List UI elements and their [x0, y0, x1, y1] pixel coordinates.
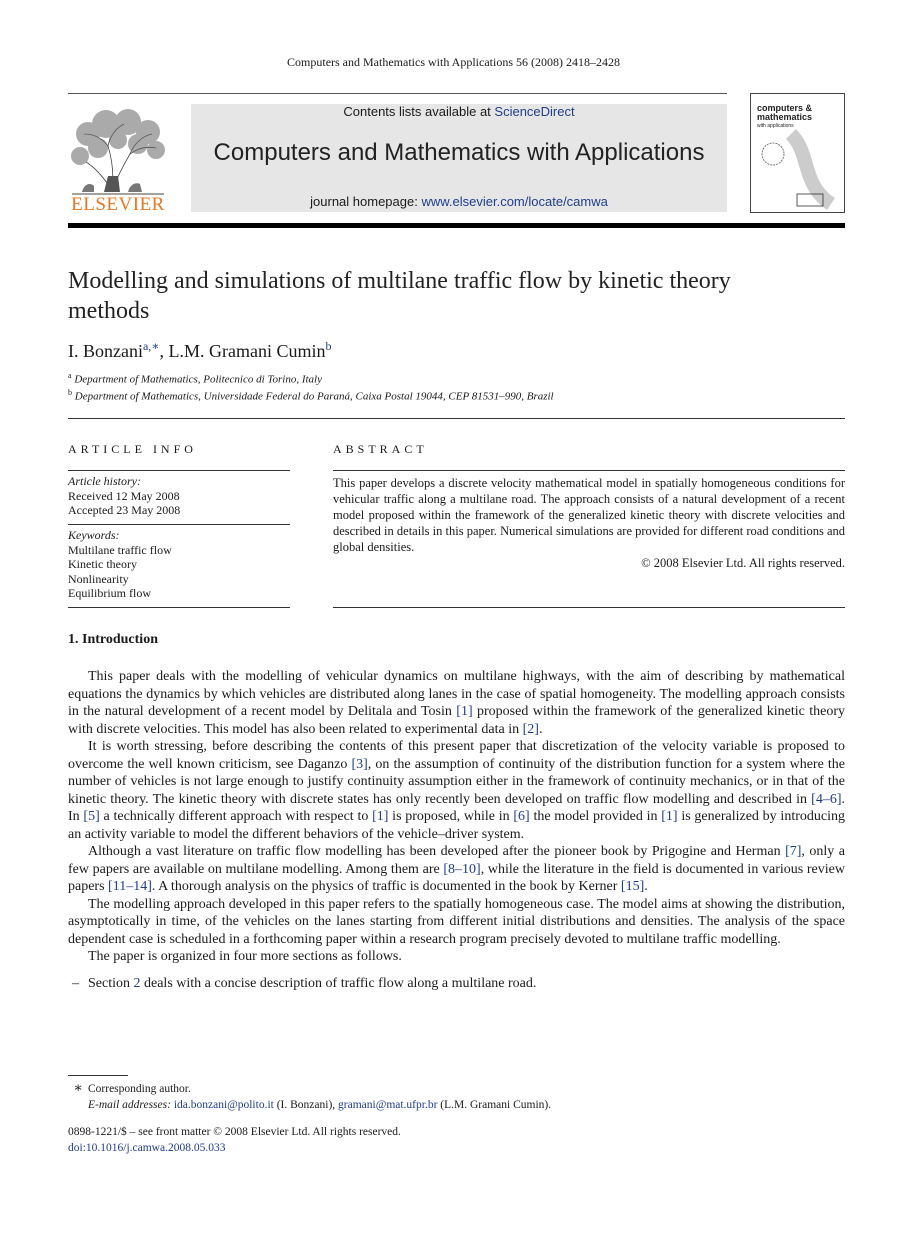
- paragraph: The paper is organized in four more sections as follows.: [88, 949, 402, 964]
- citation-link[interactable]: [11–14]: [108, 879, 152, 894]
- citation-link[interactable]: [15]: [620, 879, 645, 894]
- citation-link[interactable]: [4–6]: [811, 791, 842, 807]
- affil-a-text: Department of Mathematics, Politecnico di Torino, Italy: [74, 373, 322, 386]
- text-run: .: [644, 879, 648, 894]
- text-run: It is worth stressing, before describing the contents of this present paper that discretization of the velocity variable is proposed to overcome the well known criticism, see Daganzo: [68, 739, 845, 772]
- corresponding-author-note: Corresponding author.: [88, 1083, 191, 1095]
- article-info-rule-bottom: [68, 607, 290, 608]
- article-title: Modelling and simulations of multilane traffic flow by kinetic theory methods: [68, 268, 731, 324]
- text-run: a technically different approach with respect to: [99, 809, 373, 824]
- header-divider: [68, 418, 845, 419]
- affil-a-mark: a: [68, 371, 72, 380]
- doi-link[interactable]: doi:10.1016/j.camwa.2008.05.033: [68, 1141, 226, 1154]
- text-run: is generalized by introducing an activity variable to model the different behaviors of the vehicle–driver system.: [68, 809, 845, 842]
- text-run: , on the assumption of continuity of the distribution function for a system where the number of vehicles is not large enough to justify continuity assumption either in the framework of continuity mechanics, or in that of the kinetic theory. The kinetic theory with discrete states has only recently been developed on traffic flow modelling and described in: [68, 756, 846, 807]
- abstract-label: ABSTRACT: [333, 442, 428, 456]
- citation-link[interactable]: [1]: [661, 809, 678, 824]
- homepage-prefix: journal homepage:: [310, 194, 422, 209]
- citation-link[interactable]: [1]: [456, 704, 473, 719]
- contents-prefix: Contents lists available at: [343, 104, 495, 119]
- citation-link[interactable]: [6]: [513, 809, 530, 824]
- text-run: Section: [88, 975, 134, 991]
- cover-title-line-1: computers &: [757, 103, 813, 113]
- homepage-link[interactable]: www.elsevier.com/locate/camwa: [421, 194, 608, 209]
- keyword: Multilane traffic flow: [68, 542, 172, 557]
- masthead-bottom-rule: [68, 223, 845, 228]
- contents-line: [191, 104, 727, 119]
- keyword: Nonlinearity: [68, 571, 129, 586]
- history-label: Article history:: [68, 474, 141, 488]
- keyword: Kinetic theory: [68, 557, 137, 571]
- keyword: Equilibrium flow: [68, 586, 151, 600]
- elsevier-wordmark: ELSEVIER: [71, 194, 165, 215]
- citation-link[interactable]: [3]: [351, 756, 368, 772]
- citation-link[interactable]: [1]: [372, 809, 389, 824]
- text-run: , only a few papers are available on multilane modelling. Among them are: [68, 844, 845, 877]
- abstract-rule-bottom: [333, 607, 845, 608]
- text-run: .: [538, 721, 543, 737]
- footnote-mark: ∗: [73, 1081, 83, 1096]
- article-info-rule-mid: [68, 524, 290, 525]
- journal-cover-thumbnail[interactable]: [750, 93, 845, 213]
- affiliation-b: [68, 388, 554, 403]
- section-link[interactable]: 2: [133, 975, 141, 991]
- text-run: the model provided in: [529, 809, 662, 824]
- body-text: [68, 668, 845, 992]
- footnote: [68, 1081, 768, 1113]
- author-2: L.M. Gramani Cumin: [168, 341, 326, 361]
- text-run: . A thorough analysis on the physics of traffic is documented in the book by Kerner: [151, 879, 621, 894]
- abstract-text: This paper develops a discrete velocity mathematical model in spatially homogeneous conditions for vehicular traffic along a multilane road. The approach consists of a natural development of a recent model proposed within the framework of the generalized kinetic theory with discrete velocities and described in details in this paper. Numerical simulations are provided for different road conditions and global densities.: [333, 476, 845, 554]
- email-label: E-mail addresses:: [88, 1099, 171, 1111]
- running-head: Computers and Mathematics with Applications 56 (2008) 2418–2428: [287, 55, 620, 69]
- cover-title-line-2: mathematics: [757, 112, 813, 122]
- list-dash: –: [72, 975, 79, 991]
- cover-graphic-icon: [751, 94, 844, 212]
- paragraph: The modelling approach developed in this paper refers to the spatially homogeneous case. The model aims at showing the distribution, asymptotically in time, of the vehicles on the lanes starting from different initial distributions and densities. The analysis of the space dependent case is scheduled in a forthcoming paper within a research program precisely devoted to multilane traffic modelling.: [68, 896, 845, 947]
- section-heading-introduction: 1. Introduction: [68, 632, 158, 647]
- affil-b-mark: b: [68, 388, 72, 397]
- paragraph: [68, 738, 845, 843]
- author-1: I. Bonzani: [68, 341, 143, 361]
- abstract-rule-top: [333, 470, 845, 471]
- footnote-rule: [68, 1075, 128, 1076]
- article-info-rule-top: [68, 470, 290, 471]
- citation-link[interactable]: [5]: [83, 809, 100, 824]
- paragraph: [68, 668, 845, 738]
- text-run: . In: [68, 791, 845, 824]
- email-link-2[interactable]: gramani@mat.ufpr.br: [338, 1099, 438, 1111]
- received-date: Received 12 May 2008: [68, 488, 180, 503]
- text-run: proposed within the framework of the generalized kinetic theory with discrete velocities. This model has also been related to experimental data in: [68, 704, 846, 737]
- homepage-line: [191, 194, 727, 209]
- citation-link[interactable]: [7]: [785, 844, 802, 859]
- text-run: This paper deals with the modelling of vehicular dynamics on multilane highways, with the aim of describing by mathematical equations the dynamics by which vehicles are distributed along lanes in the case of spatial homogeneity. The modelling approach consists in the natural development of a recent model by Delitala and Tosin: [68, 669, 845, 719]
- author-1-sup[interactable]: a,∗: [142, 339, 160, 353]
- affil-b-text: Department of Mathematics, Universidade Federal do Paraná, Caixa Postal 19044, CEP 81531–990, Brazil: [74, 390, 554, 403]
- citation-link[interactable]: [8–10]: [443, 861, 481, 877]
- issn-line: 0898-1221/$ – see front matter © 2008 Elsevier Ltd. All rights reserved.: [68, 1126, 401, 1138]
- keywords-block: [68, 528, 172, 601]
- sciencedirect-link[interactable]: ScienceDirect: [494, 104, 575, 119]
- author-2-sup[interactable]: b: [325, 339, 332, 353]
- affiliation-a: [68, 371, 322, 386]
- text-run: , while the literature in the field is documented in various review papers: [68, 861, 845, 894]
- email-owner-1: (I. Bonzani),: [273, 1099, 339, 1111]
- author-line: [68, 339, 331, 362]
- top-rule: [68, 93, 727, 94]
- journal-name: Computers and Mathematics with Applications: [213, 139, 705, 166]
- keywords-label: Keywords:: [68, 528, 120, 542]
- cover-title-line-3: with applications: [757, 123, 794, 129]
- text-run: Although a vast literature on traffic flow modelling has been developed after the pioneer book by Prigogine and Herman: [88, 844, 786, 859]
- paragraph: [68, 843, 845, 896]
- article-history: [68, 474, 180, 518]
- accepted-date: Accepted 23 May 2008: [68, 503, 181, 517]
- issn-block: [68, 1125, 401, 1156]
- list-item: [68, 975, 845, 993]
- article-info-label: ARTICLE INFO: [68, 442, 197, 456]
- email-link-1[interactable]: ida.bonzani@polito.it: [173, 1099, 274, 1111]
- abstract-body: [333, 475, 845, 571]
- email-owner-2: (L.M. Gramani Cumin).: [437, 1099, 552, 1111]
- text-run: deals with a concise description of traffic flow along a multilane road.: [140, 975, 537, 991]
- citation-link[interactable]: [2]: [522, 721, 539, 737]
- author-separator: ,: [159, 341, 169, 361]
- abstract-copyright: © 2008 Elsevier Ltd. All rights reserved.: [641, 556, 845, 570]
- text-run: is proposed, while in: [388, 809, 514, 824]
